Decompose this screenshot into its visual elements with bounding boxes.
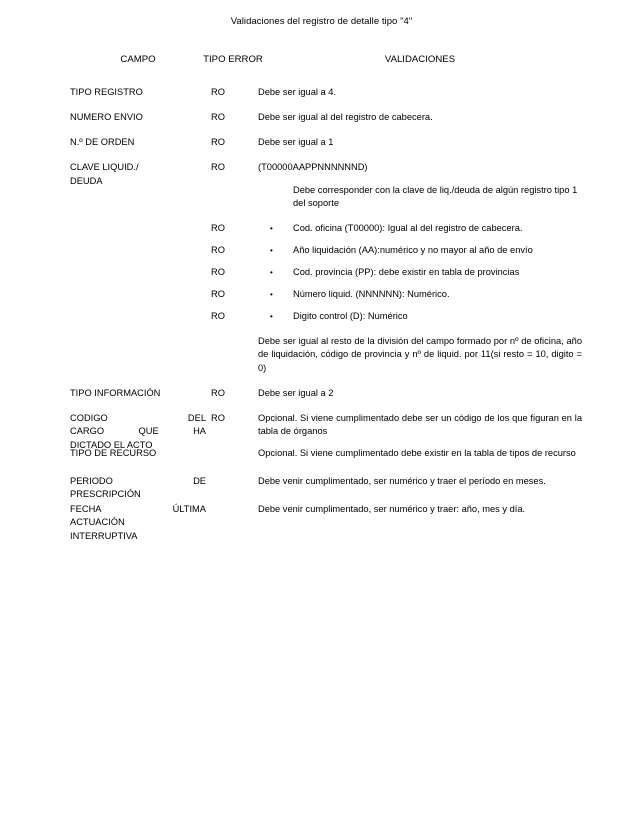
spacer (0, 302, 643, 310)
row-campo-line: PERIODO DE (70, 475, 206, 486)
spacer (0, 324, 643, 335)
row-validacion: Opcional. Si viene cumplimentado debe ser un código de los que figuran en la tabla de órganos (258, 412, 582, 437)
row-campo-line: INTERRUPTIVA (70, 530, 138, 541)
spacer (0, 236, 643, 244)
row-campo: NUMERO ENVIO (70, 112, 143, 122)
row-campo-line: CARGO QUE HA (70, 426, 206, 437)
row-campo-line: DEUDA (70, 175, 103, 186)
row-tipo-error: RO (211, 112, 225, 122)
row-validacion: Debe ser igual a 2 (258, 387, 334, 398)
spacer (0, 461, 643, 475)
bullet-text: Cod. oficina (T00000): Igual al del registro de cabecera. (293, 222, 523, 233)
table-row (0, 412, 643, 450)
row-tipo-error: RO (211, 288, 225, 299)
row-tipo-error: RO (211, 87, 225, 97)
bullet-icon: • (270, 267, 273, 277)
bullet-icon: • (270, 223, 273, 233)
row-validacion: Debe venir cumplimentado, ser numérico y traer: año, mes y día. (258, 503, 526, 514)
validations-table (0, 54, 643, 541)
row-campo: TIPO INFORMACIÓN (70, 387, 161, 398)
row-validacion: Debe ser igual a 1 (258, 137, 334, 147)
row-campo-line: CLAVE LIQUID./ (70, 162, 139, 172)
row-tipo-error: RO (211, 266, 225, 277)
row-campo: TIPO DE RECURSO (70, 447, 157, 458)
clave-description: Debe corresponder con la clave de liq./deuda de algún registro tipo 1 del soporte (293, 184, 578, 209)
bullet-text: Digito control (D): Numérico (293, 310, 408, 321)
table-row (0, 335, 643, 376)
bullet-icon: • (270, 289, 273, 299)
spacer (0, 150, 643, 161)
bullet-text: Cod. provincia (PP): debe existir en tabla de provincias (293, 266, 520, 277)
row-validacion (258, 222, 582, 236)
row-campo (70, 161, 206, 188)
row-campo: TIPO REGISTRO (70, 87, 143, 97)
row-campo (70, 136, 206, 150)
column-header-validaciones: VALIDACIONES (384, 54, 456, 65)
page-title: Validaciones del registro de detalle tipo "4" (230, 16, 413, 27)
row-tipo-error: RO (211, 310, 225, 321)
clave-format-pattern: (T00000AAPPNNNNNND) (258, 162, 368, 172)
table-row (0, 161, 643, 211)
table-row (0, 310, 643, 324)
row-campo-line: PRESCRIPCIÓN (70, 489, 141, 500)
column-header-campo: CAMPO (120, 54, 156, 65)
row-campo-line: DICTADO EL ACTO (70, 439, 153, 450)
row-validacion: Debe ser igual al resto de la división del campo formado por nº de oficina, año de liquidación, código de provincia y nº de liquid. por 11(si resto = 10, digito = 0) (258, 335, 582, 373)
row-validacion: Opcional. Si viene cumplimentado debe existir en la tabla de tipos de recurso (258, 447, 576, 458)
spacer (0, 376, 643, 387)
table-row (0, 447, 643, 461)
table-row (0, 222, 643, 236)
bullet-text: Número liquid. (NNNNNN): Numérico. (293, 288, 450, 299)
bullet-icon: • (270, 311, 273, 321)
row-validacion (258, 161, 582, 211)
table-row (0, 288, 643, 302)
spacer (0, 100, 643, 111)
row-campo (70, 503, 206, 544)
table-row (0, 136, 643, 150)
row-validacion (258, 310, 582, 324)
table-row (0, 244, 643, 258)
row-tipo-error: RO (211, 162, 225, 172)
row-validacion: Debe venir cumplimentado, ser numérico y traer el período en meses. (258, 475, 546, 486)
table-row (0, 111, 643, 125)
row-tipo-error: RO (211, 244, 225, 255)
spacer (0, 280, 643, 288)
row-tipo-error: RO (211, 387, 225, 398)
row-campo (70, 475, 206, 502)
bullet-text: Año liquidación (AA):numérico y no mayor al año de envío (293, 244, 533, 255)
row-tipo-error: RO (211, 137, 225, 147)
row-validacion (258, 266, 582, 280)
row-validacion (258, 244, 582, 258)
spacer (0, 258, 643, 266)
table-row (0, 86, 643, 100)
table-row (0, 475, 643, 500)
bullet-icon: • (270, 245, 273, 255)
row-validacion: Debe ser igual al del registro de cabecera. (258, 112, 433, 122)
row-campo-text: N.º DE ORDEN (70, 137, 135, 147)
spacer (0, 125, 643, 136)
row-tipo-error: RO (211, 222, 225, 233)
spacer (0, 401, 643, 412)
row-campo-line: FECHA ÚLTIMA (70, 503, 206, 514)
row-campo-line: CODIGO DEL (70, 412, 206, 423)
table-row (0, 266, 643, 280)
spacer (0, 211, 643, 222)
row-validacion: Debe ser igual a 4. (258, 87, 337, 97)
row-campo-line: ACTUACIÓN (70, 517, 125, 528)
row-tipo-error: RO (211, 412, 225, 423)
column-header-tipo-error: TIPO ERROR (203, 54, 263, 65)
table-row (0, 387, 643, 401)
table-header-row (0, 54, 643, 76)
row-validacion (258, 288, 582, 302)
table-row (0, 503, 643, 541)
